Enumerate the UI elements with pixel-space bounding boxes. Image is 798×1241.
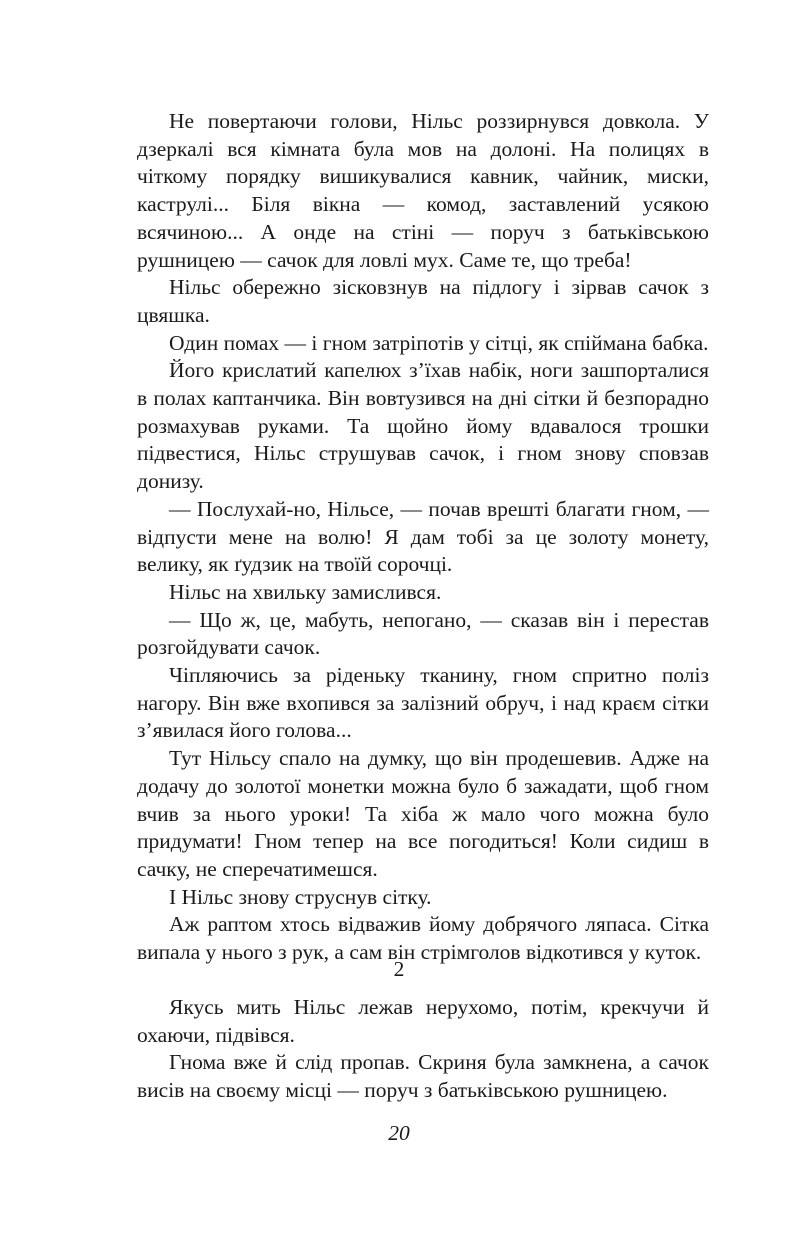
paragraph: Нільс на хвильку замислився. — [169, 579, 442, 604]
paragraph: Якусь мить Нільс лежав нерухомо, потім, крекчучи й охаючи, підвівся. — [137, 995, 709, 1047]
paragraph: Нільс обережно зісковзнув на підлогу і зірвав сачок з цвяшка. — [137, 275, 709, 327]
paragraph: Гнома вже й слід пропав. Скриня була замкнена, а сачок висів на своєму місці — поруч з батьківською рушницею. — [137, 1050, 709, 1103]
paragraph: Один помах — і гном затріпотів у сітці, як спіймана бабка. — [169, 330, 709, 355]
section-heading-number: 2 — [393, 957, 405, 981]
paragraph: Аж раптом хтось відважив йому добрячого ляпаса. Сітка випала у нього з рук, а сам він стрімголов відкотився у куток. — [137, 912, 709, 965]
paragraph: — Що ж, це, мабуть, непогано, — сказав він і перестав розгойдувати сачок. — [137, 607, 709, 660]
section-one-text — [137, 108, 709, 967]
paragraph: — Послухай-но, Нільсе, — почав врешті благати гном, — відпусти мене на волю! Я дам тобі за це золоту монету, велику, як ґудзик на твоїй сорочці. — [137, 496, 709, 577]
paragraph: Його крислатий капелюх з’їхав набік, ноги зашпорталися в полах каптанчика. Він вовтузився на дні сітки й безпорадно розмахував руками. Та щойно йому вдавалося трошки підвестися, Нільс струшував сачок, і гном знову сповзав донизу. — [137, 358, 709, 494]
section-two-text — [137, 994, 709, 1105]
page-number: 20 — [388, 1121, 410, 1145]
paragraph: Чіпляючись за ріденьку тканину, гном спритно поліз нагору. Він вже вхопився за залізний обруч, і над краєм сітки з’явилася його голова... — [137, 663, 709, 743]
paragraph: Тут Нільсу спало на думку, що він продешевив. Адже на додачу до золотої монетки можна було б зажадати, щоб гном вчив за нього уроки! Та хіба ж мало чого можна було придумати! Гном тепер на все погодиться! Коли сидиш в сачку, не сперечатимешся. — [137, 746, 709, 881]
paragraph: Не повертаючи голови, Нільс роззирнувся довкола. У дзеркалі вся кімната була мов на долоні. На полицях в чіткому порядку вишикувалися кавник, чайник, миски, каструлі... Біля вікна — комод, заставлений усякою всячиною... А онде на стіні — поруч з батьківською рушницею — сачок для ловлі мух. Саме те, що треба! — [137, 109, 709, 272]
paragraph: І Нільс знову струснув сітку. — [169, 884, 432, 909]
